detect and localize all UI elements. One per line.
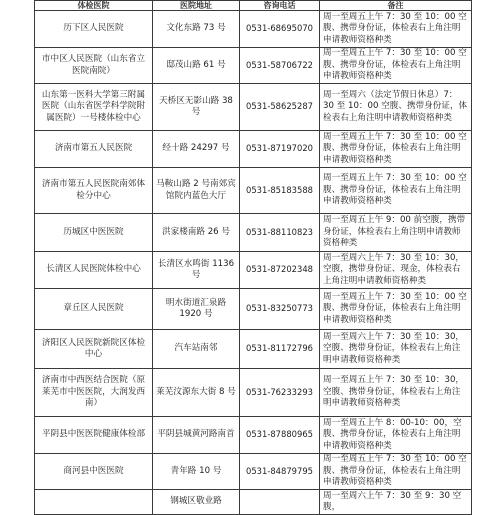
hospital-note: 周一至周六（法定节假日休息）7：30 至 10：00 空腹、携带身份证，体检表右上角注明申请教师资格种类 [320, 84, 472, 131]
hospital-phone: 0531-84879795 [240, 454, 320, 490]
hospital-name: 历城区中医医院 [35, 214, 153, 252]
hospital-name: 济南市第五人民医院南郊体检分中心 [35, 168, 153, 214]
hospital-note: 周一至周五上午 7：30 至 10：00 空腹、携带身份证，体检表右上角注明申请教师资格种类 [320, 454, 472, 490]
hospital-address: 青年路 10 号 [153, 454, 240, 490]
table-row [35, 490, 472, 515]
hospital-note: 周一至周五上午 8：00-10：00，空腹、携带身份证，体检表右上角注明申请教师资格种类 [320, 417, 472, 454]
hospital-phone [240, 490, 320, 515]
table-row [35, 84, 472, 131]
hospital-note: 周一至周五上午 7：30 至 10：00 空腹、携带身份证，体检表右上角注明申请教师资格种类 [320, 289, 472, 330]
table-row [35, 289, 472, 330]
hospital-name [35, 490, 153, 515]
table-row [35, 369, 472, 417]
hospital-note: 周一至周五上午 7：30 至 10：30，空腹、携带身份证，体检表右上角注明申请教师资格种类 [320, 369, 472, 417]
hospital-phone: 0531-88110823 [240, 214, 320, 252]
hospital-name: 历下区人民医院 [35, 11, 153, 48]
hospital-phone: 0531-58706722 [240, 48, 320, 84]
hospital-address: 莱芜汶源东大街 8 号 [153, 369, 240, 417]
hospital-note: 周一至周五上午 7：30 至 10：00 空腹、携带身份证，体检表右上角注明申请教师资格种类 [320, 168, 472, 214]
hospital-note: 周一至周六上午 7：30 至 10：30，空腹、携带身份证，体检表右上角注明申请教师资格种类 [320, 330, 472, 369]
hospital-address: 钢城区敬业路 [153, 490, 240, 515]
hospital-note: 周一至周六上午 7：30 至 9：30 空腹， [320, 490, 472, 515]
hospital-name: 平阴县中医医院健康体检部 [35, 417, 153, 454]
hospital-name: 济南市第五人民医院 [35, 131, 153, 168]
hospital-address: 长清区水鸣街 1136 号 [153, 252, 240, 289]
header-note: 备注 [320, 1, 472, 11]
table-row [35, 417, 472, 454]
header-hospital: 体检医院 [35, 1, 153, 11]
hospital-name: 济阳区人民医院新院区体检中心 [35, 330, 153, 369]
hospital-address: 马鞍山路 2 号南郊宾馆院内蓝色大厅 [153, 168, 240, 214]
header-address: 医院地址 [153, 1, 240, 11]
hospital-note: 周一至周五上午 9：00 前空腹，携带身份证，体检表右上角注明申请教师资格种类 [320, 214, 472, 252]
hospital-address: 汽车站南邻 [153, 330, 240, 369]
hospital-name: 山东第一医科大学第三附属医院（山东省医学科学院附属医院）一号楼体检中心 [35, 84, 153, 131]
table-row [35, 168, 472, 214]
table-row [35, 214, 472, 252]
hospital-name: 商河县中医医院 [35, 454, 153, 490]
table-row [35, 330, 472, 369]
hospital-address: 明水街道汇泉路 1920 号 [153, 289, 240, 330]
table-row [35, 131, 472, 168]
hospital-note: 周一至周五上午 7：30 至 10：00 空腹、携带身份证，体检表右上角注明申请教师资格种类 [320, 131, 472, 168]
hospital-phone: 0531-85183588 [240, 168, 320, 214]
hospital-note: 周一至周六上午 7：30 至 10：30，空腹，携带身份证、现金，体检表右上角注明申请教师资格种类 [320, 252, 472, 289]
hospital-address: 天桥区无影山路 38 号 [153, 84, 240, 131]
hospital-phone: 0531-87880965 [240, 417, 320, 454]
hospital-phone: 0531-87202348 [240, 252, 320, 289]
hospital-note: 周一至周五上午 7：30 至 10：00 空腹、携带身份证，体检表右上角注明申请教师资格种类 [320, 11, 472, 48]
table-row [35, 252, 472, 289]
hospital-address: 洪家楼南路 26 号 [153, 214, 240, 252]
hospital-table [34, 0, 472, 515]
hospital-phone: 0531-87197020 [240, 131, 320, 168]
hospital-name: 市中区人民医院（山东省立医院南院） [35, 48, 153, 84]
hospital-name: 章丘区人民医院 [35, 289, 153, 330]
hospital-address: 邸茂山路 61 号 [153, 48, 240, 84]
table-row [35, 48, 472, 84]
hospital-note: 周一至周五上午 7：30 至 10：00 空腹、携带身份证，体检表右上角注明申请教师资格种类 [320, 48, 472, 84]
hospital-phone: 0531-58625287 [240, 84, 320, 131]
header-phone: 咨询电话 [240, 1, 320, 11]
hospital-address: 文化东路 73 号 [153, 11, 240, 48]
hospital-phone: 0531-68695070 [240, 11, 320, 48]
hospital-phone: 0531-76233293 [240, 369, 320, 417]
hospital-phone: 0531-83250773 [240, 289, 320, 330]
table-row [35, 11, 472, 48]
table-row [35, 454, 472, 490]
hospital-address: 平阴县城黄河路南首 [153, 417, 240, 454]
hospital-name: 济南市中西医结合医院（原莱芜市中医医院，大润发西南） [35, 369, 153, 417]
hospital-address: 经十路 24297 号 [153, 131, 240, 168]
table-header-row [35, 1, 472, 11]
hospital-name: 长清区人民医院体检中心 [35, 252, 153, 289]
hospital-phone: 0531-81172796 [240, 330, 320, 369]
